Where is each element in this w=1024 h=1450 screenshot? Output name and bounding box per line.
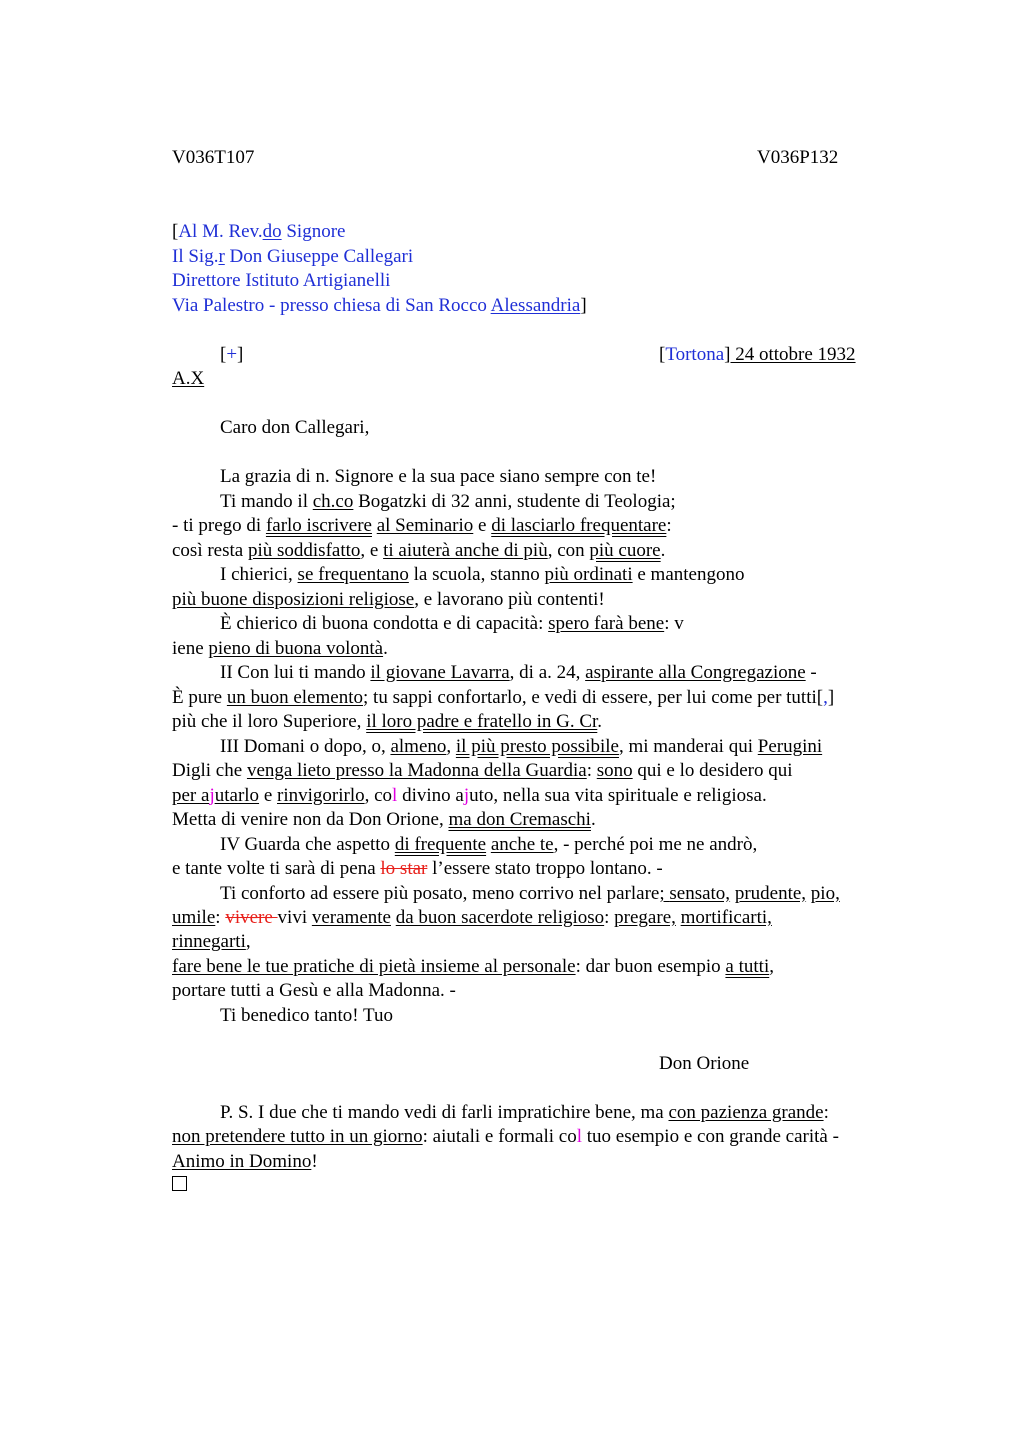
body-line: per ajutarlo e rinvigorirlo, col divino ajuto, nella sua vita spirituale e religiosa. (172, 785, 767, 806)
body-line: I chierici, se frequentano la scuola, stanno più ordinati e mantengono (220, 564, 745, 585)
body-line: IV Guarda che aspetto di frequente anche te, - perché poi me ne andrò, (220, 834, 758, 855)
body-line: Metta di venire non da Don Orione, ma don Cremaschi. (172, 809, 596, 830)
body-line: così resta più soddisfatto, e ti aiuterà anche di più, con più cuore. (172, 540, 666, 561)
body-line: Ti benedico tanto! Tuo (220, 1005, 393, 1026)
body-line: È pure un buon elemento; tu sappi confortarlo, e vedi di essere, per lui come per tutti[,] (172, 687, 835, 708)
cross-mark: [+] (220, 344, 244, 365)
body-line: III Domani o dopo, o, almeno, il più presto possibile, mi manderai qui Perugini (220, 736, 823, 757)
postscript-line: non pretendere tutto in un giorno: aiutali e formali col tuo esempio e con grande carità - (172, 1126, 839, 1147)
body-line: iene pieno di buona volontà. (172, 638, 388, 659)
body-line: È chierico di buona condotta e di capacità: spero farà bene: v (220, 613, 684, 634)
body-line: II Con lui ti mando il giovane Lavarra, di a. 24, aspirante alla Congregazione - (220, 662, 817, 683)
signature: Don Orione (659, 1053, 750, 1074)
body-line: rinnegarti, (172, 931, 251, 952)
document-code-right: V036P132 (757, 147, 839, 168)
body-line: fare bene le tue pratiche di pietà insieme al personale: dar buon esempio a tutti, (172, 956, 774, 977)
address-line-2: Il Sig.r Don Giuseppe Callegari (172, 246, 414, 267)
date-era: A.X (172, 368, 205, 389)
body-line: più buone disposizioni religiose, e lavorano più contenti! (172, 589, 605, 610)
address-line-4: Via Palestro - presso chiesa di San Rocco Alessandria] (172, 295, 587, 316)
address-line-1: [Al M. Rev.do Signore (172, 221, 346, 242)
end-box-symbol (172, 1176, 187, 1191)
salutation: Caro don Callegari, (220, 417, 370, 438)
address-line-3: Direttore Istituto Artigianelli (172, 270, 391, 291)
body-line: Ti conforto ad essere più posato, meno corrivo nel parlare; sensato, prudente, pio, (220, 883, 840, 904)
postscript-line: P. S. I due che ti mando vedi di farli impratichire bene, ma con pazienza grande: (220, 1102, 829, 1123)
body-line: Ti mando il ch.co Bogatzki di 32 anni, studente di Teologia; (220, 491, 676, 512)
body-line: La grazia di n. Signore e la sua pace siano sempre con te! (220, 466, 657, 487)
body-line: - ti prego di farlo iscrivere al Seminario e di lasciarlo frequentare: (172, 515, 672, 536)
body-line: Digli che venga lieto presso la Madonna della Guardia: sono qui e lo desidero qui (172, 760, 793, 781)
body-line: portare tutti a Gesù e alla Madonna. - (172, 980, 456, 1001)
postscript-line: Animo in Domino! (172, 1151, 318, 1172)
body-line: umile: vivere vivi veramente da buon sacerdote religioso: pregare, mortificarti, (172, 907, 772, 928)
body-line: e tante volte ti sarà di pena lo star l’essere stato troppo lontano. - (172, 858, 663, 879)
date-place: [Tortona] 24 ottobre 1932 (659, 344, 856, 365)
document-code-left: V036T107 (172, 147, 255, 168)
body-line: più che il loro Superiore, il loro padre e fratello in G. Cr. (172, 711, 603, 732)
